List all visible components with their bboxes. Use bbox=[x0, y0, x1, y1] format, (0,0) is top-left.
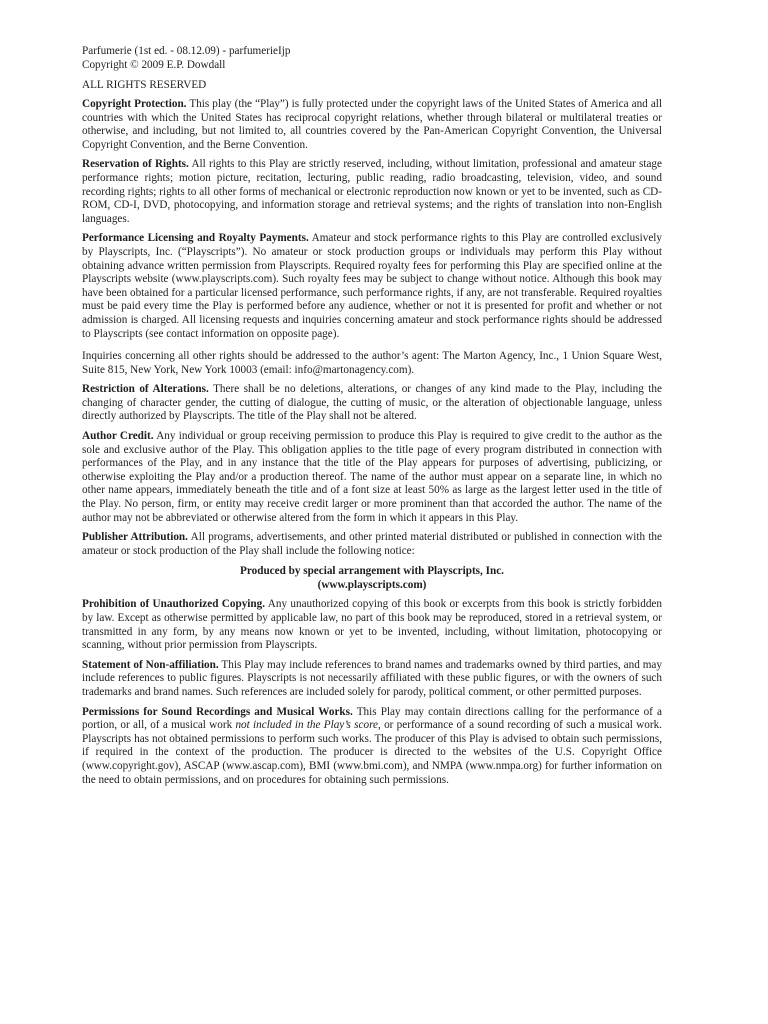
reservation-of-rights-heading: Reservation of Rights. bbox=[82, 158, 189, 171]
prohibition-copying-paragraph bbox=[82, 598, 662, 652]
edition-line: Parfumerie (1st ed. - 08.12.09) - parfumerieIjp bbox=[82, 45, 291, 57]
restriction-of-alterations-body: There shall be no deletions, alterations, or changes of any kind made to the Play, including the changing of character gender, the cutting of dialogue, the cutting of music, or the alteration of objectionable language, unless directly authorized by Playscripts. The title of the Play shall not be altered. bbox=[82, 383, 662, 423]
author-credit-heading: Author Credit. bbox=[82, 430, 154, 443]
non-affiliation-body: This Play may include references to brand names and trademarks owned by third parties, and may include references to public figures. Playscripts is not necessarily affiliated with these public figures, or with the owners of such trademarks and brand names. Such references are included solely for parody, political comment, or other permitted purposes. bbox=[82, 658, 662, 698]
copyright-protection-paragraph bbox=[82, 98, 662, 152]
publisher-notice bbox=[82, 564, 662, 592]
non-affiliation-heading: Statement of Non-affiliation. bbox=[82, 658, 219, 671]
author-credit-body: Any individual or group receiving permission to produce this Play is required to give credit to the author as the sole and exclusive author of the Play. This obligation applies to the title page of every program distributed in connection with performances of the Play, and in any instance that the title of the Play appears for purposes of advertising, publicizing, or otherwise exploiting the Play and/or a production thereof. The name of the author must appear on a separate line, in which no other name appears, immediately beneath the title and of a font size at least 50% as large as the largest letter used in the title of the Play. No person, firm, or entity may receive credit larger or more prominent than that accorded the author. The name of the author may not be abbreviated or otherwise altered from the form in which it appears in this Play. bbox=[82, 430, 662, 524]
sound-recordings-body-start: This Play may contain directions calling for the performance of a portion, or all, of a musical work bbox=[82, 705, 662, 732]
publisher-notice-line2: (www.playscripts.com) bbox=[317, 579, 427, 592]
reservation-of-rights-paragraph bbox=[82, 158, 662, 226]
reservation-of-rights-body: All rights to this Play are strictly reserved, including, without limitation, professional and amateur stage performance rights; motion picture, recitation, lecturing, public reading, radio broadcasting, television, video, and sound recording rights; rights to all other forms of mechanical or electronic reproduction now known or yet to be invented, such as CD-ROM, CD-I, DVD, photocopying, and information storage and retrieval systems; and the rights of translation into non-English languages. bbox=[82, 158, 662, 225]
author-credit-paragraph bbox=[82, 430, 662, 525]
non-affiliation-paragraph bbox=[82, 659, 662, 700]
copyright-protection-body: This play (the “Play”) is fully protected under the copyright laws of the United States of America and all countries with which the United States has reciprocal copyright relations, whether through bilateral or multilateral treaties or otherwise, and including, but not limited to, all countries covered by the Pan-American Copyright Convention, the Universal Copyright Convention, and the Berne Convention. bbox=[82, 98, 662, 151]
publisher-attribution-body: All programs, advertisements, and other printed material distributed or published in connection with the amateur or stock production of the Play shall include the following notice: bbox=[82, 531, 662, 557]
inquiries-paragraph bbox=[82, 350, 662, 377]
restriction-of-alterations-heading: Restriction of Alterations. bbox=[82, 383, 209, 396]
inquiries-body: Inquiries concerning all other rights should be addressed to the author’s agent: The Marton Agency, Inc., 1 Union Square West, Suite 815, New York, New York 10003 (email: info@martonagency.com). bbox=[82, 350, 662, 376]
sound-recordings-body-end: , or performance of a sound recording of such a musical work. Playscripts has not obtained permissions to perform such works. The producer of this Play is advised to obtain such permissions, if required in the context of the production. The producer is directed to the websites of the U.S. Copyright Office (www.copyright.gov), ASCAP (www.ascap.com), BMI (www.bmi.com), and NMPA (www.nmpa.org) for further information on the need to obtain permissions, and on procedures for obtaining such permissions. bbox=[82, 719, 662, 786]
restriction-of-alterations-paragraph bbox=[82, 383, 662, 424]
publisher-notice-line1: Produced by special arrangement with Playscripts, Inc. bbox=[240, 565, 504, 578]
copyright-protection-heading: Copyright Protection. bbox=[82, 98, 187, 110]
all-rights-reserved: ALL RIGHTS RESERVED bbox=[82, 79, 207, 91]
performance-licensing-heading: Performance Licensing and Royalty Payments. bbox=[82, 232, 309, 245]
performance-licensing-body: Amateur and stock performance rights to this Play are controlled exclusively by Playscripts, Inc. (“Playscripts”). No amateur or stock production groups or individuals may perform this Play without obtaining advance written permission from Playscripts. Required royalty fees for performing this Play are specified online at the Playscripts website (www.playscripts.com). Such royalty fees may be subject to change without notice. Although this book may have been obtained for a particular licensed performance, such performance rights, if any, are not transferable. Required royalties must be paid every time the Play is performed before any audience, whether or not it is presented for profit and whether or not admission is charged. All licensing requests and inquiries concerning amateur and stock performance rights should be addressed to Playscripts (see contact information on opposite page). bbox=[82, 232, 662, 340]
performance-licensing-paragraph bbox=[82, 232, 662, 341]
copyright-line: Copyright © 2009 E.P. Dowdall bbox=[82, 59, 226, 71]
sound-recordings-italic: not included in the Play’s score bbox=[235, 719, 378, 732]
sound-recordings-paragraph bbox=[82, 706, 662, 788]
sound-recordings-heading: Permissions for Sound Recordings and Musical Works. bbox=[82, 705, 353, 718]
publisher-attribution-paragraph bbox=[82, 531, 662, 558]
prohibition-copying-body: Any unauthorized copying of this book or excerpts from this book is strictly forbidden by law. Except as otherwise permitted by applicable law, no part of this book may be reproduced, stored in a retrieval system, or transmitted in any form, by any means now known or yet to be invented, including, without limitation, photocopying or scanning, without prior permission from Playscripts. bbox=[82, 598, 662, 652]
prohibition-copying-heading: Prohibition of Unauthorized Copying. bbox=[82, 598, 266, 611]
publisher-attribution-heading: Publisher Attribution. bbox=[82, 531, 188, 544]
